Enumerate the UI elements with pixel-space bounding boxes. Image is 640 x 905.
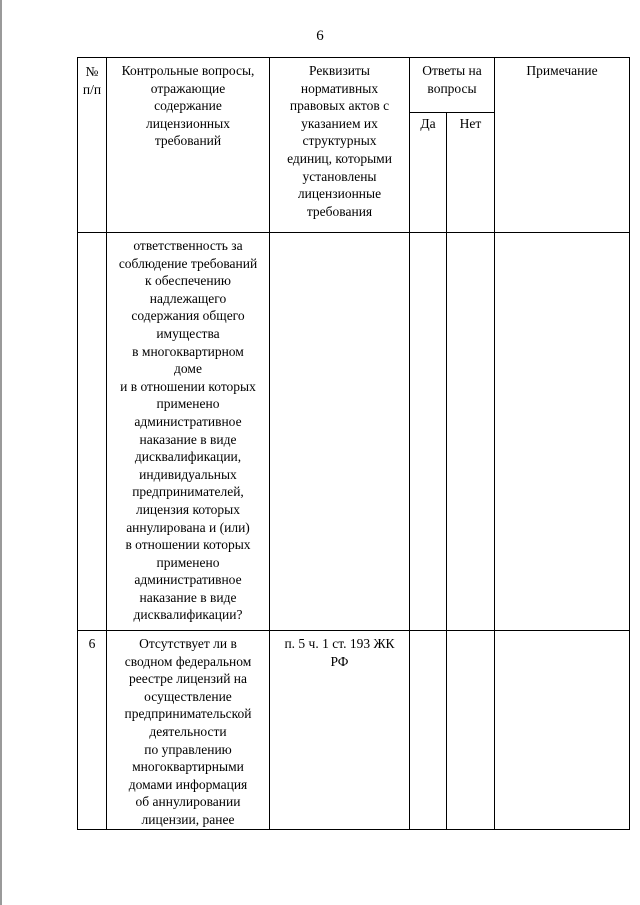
answer-yes-cell[interactable] — [410, 233, 447, 631]
header-yes: Да — [410, 113, 447, 233]
note-cell[interactable] — [495, 631, 630, 830]
header-answers: Ответы на вопросы — [410, 58, 495, 113]
row-number-cell: 6 — [78, 631, 107, 830]
requisites-cell — [270, 233, 410, 631]
answer-yes-cell[interactable] — [410, 631, 447, 830]
question-cell: Отсутствует ли в сводном федеральном реестре лицензий на осуществление предпринимательской деятельности по управлению многоквартирными домами информация об аннулировании лицензии, ранее — [107, 631, 270, 830]
header-note: Примечание — [495, 58, 630, 233]
table-header-row — [78, 58, 630, 113]
answer-no-cell[interactable] — [447, 233, 495, 631]
page-number: 6 — [316, 28, 324, 44]
note-cell[interactable] — [495, 233, 630, 631]
header-requisites: Реквизиты нормативных правовых актов с указанием их структурных единиц, которыми установлены лицензионные требования — [270, 58, 410, 233]
question-cell: ответственность за соблюдение требований к обеспечению надлежащего содержания общего имущества в многоквартирном доме и в отношении которых применено административное наказание в виде дисквалификации, индивидуальных предпринимателей, лицензия которых аннулирована и (или) в отношении которых применено административное наказание в виде дисквалификации? — [107, 233, 270, 631]
header-number: № п/п — [78, 58, 107, 233]
header-control-questions: Контрольные вопросы, отражающие содержание лицензионных требований — [107, 58, 270, 233]
row-number-cell — [78, 233, 107, 631]
answer-no-cell[interactable] — [447, 631, 495, 830]
table-row — [78, 631, 630, 830]
checklist-table — [77, 57, 630, 830]
page-left-edge — [0, 0, 2, 905]
requisites-cell: п. 5 ч. 1 ст. 193 ЖК РФ — [270, 631, 410, 830]
header-no: Нет — [447, 113, 495, 233]
table-row — [78, 233, 630, 631]
